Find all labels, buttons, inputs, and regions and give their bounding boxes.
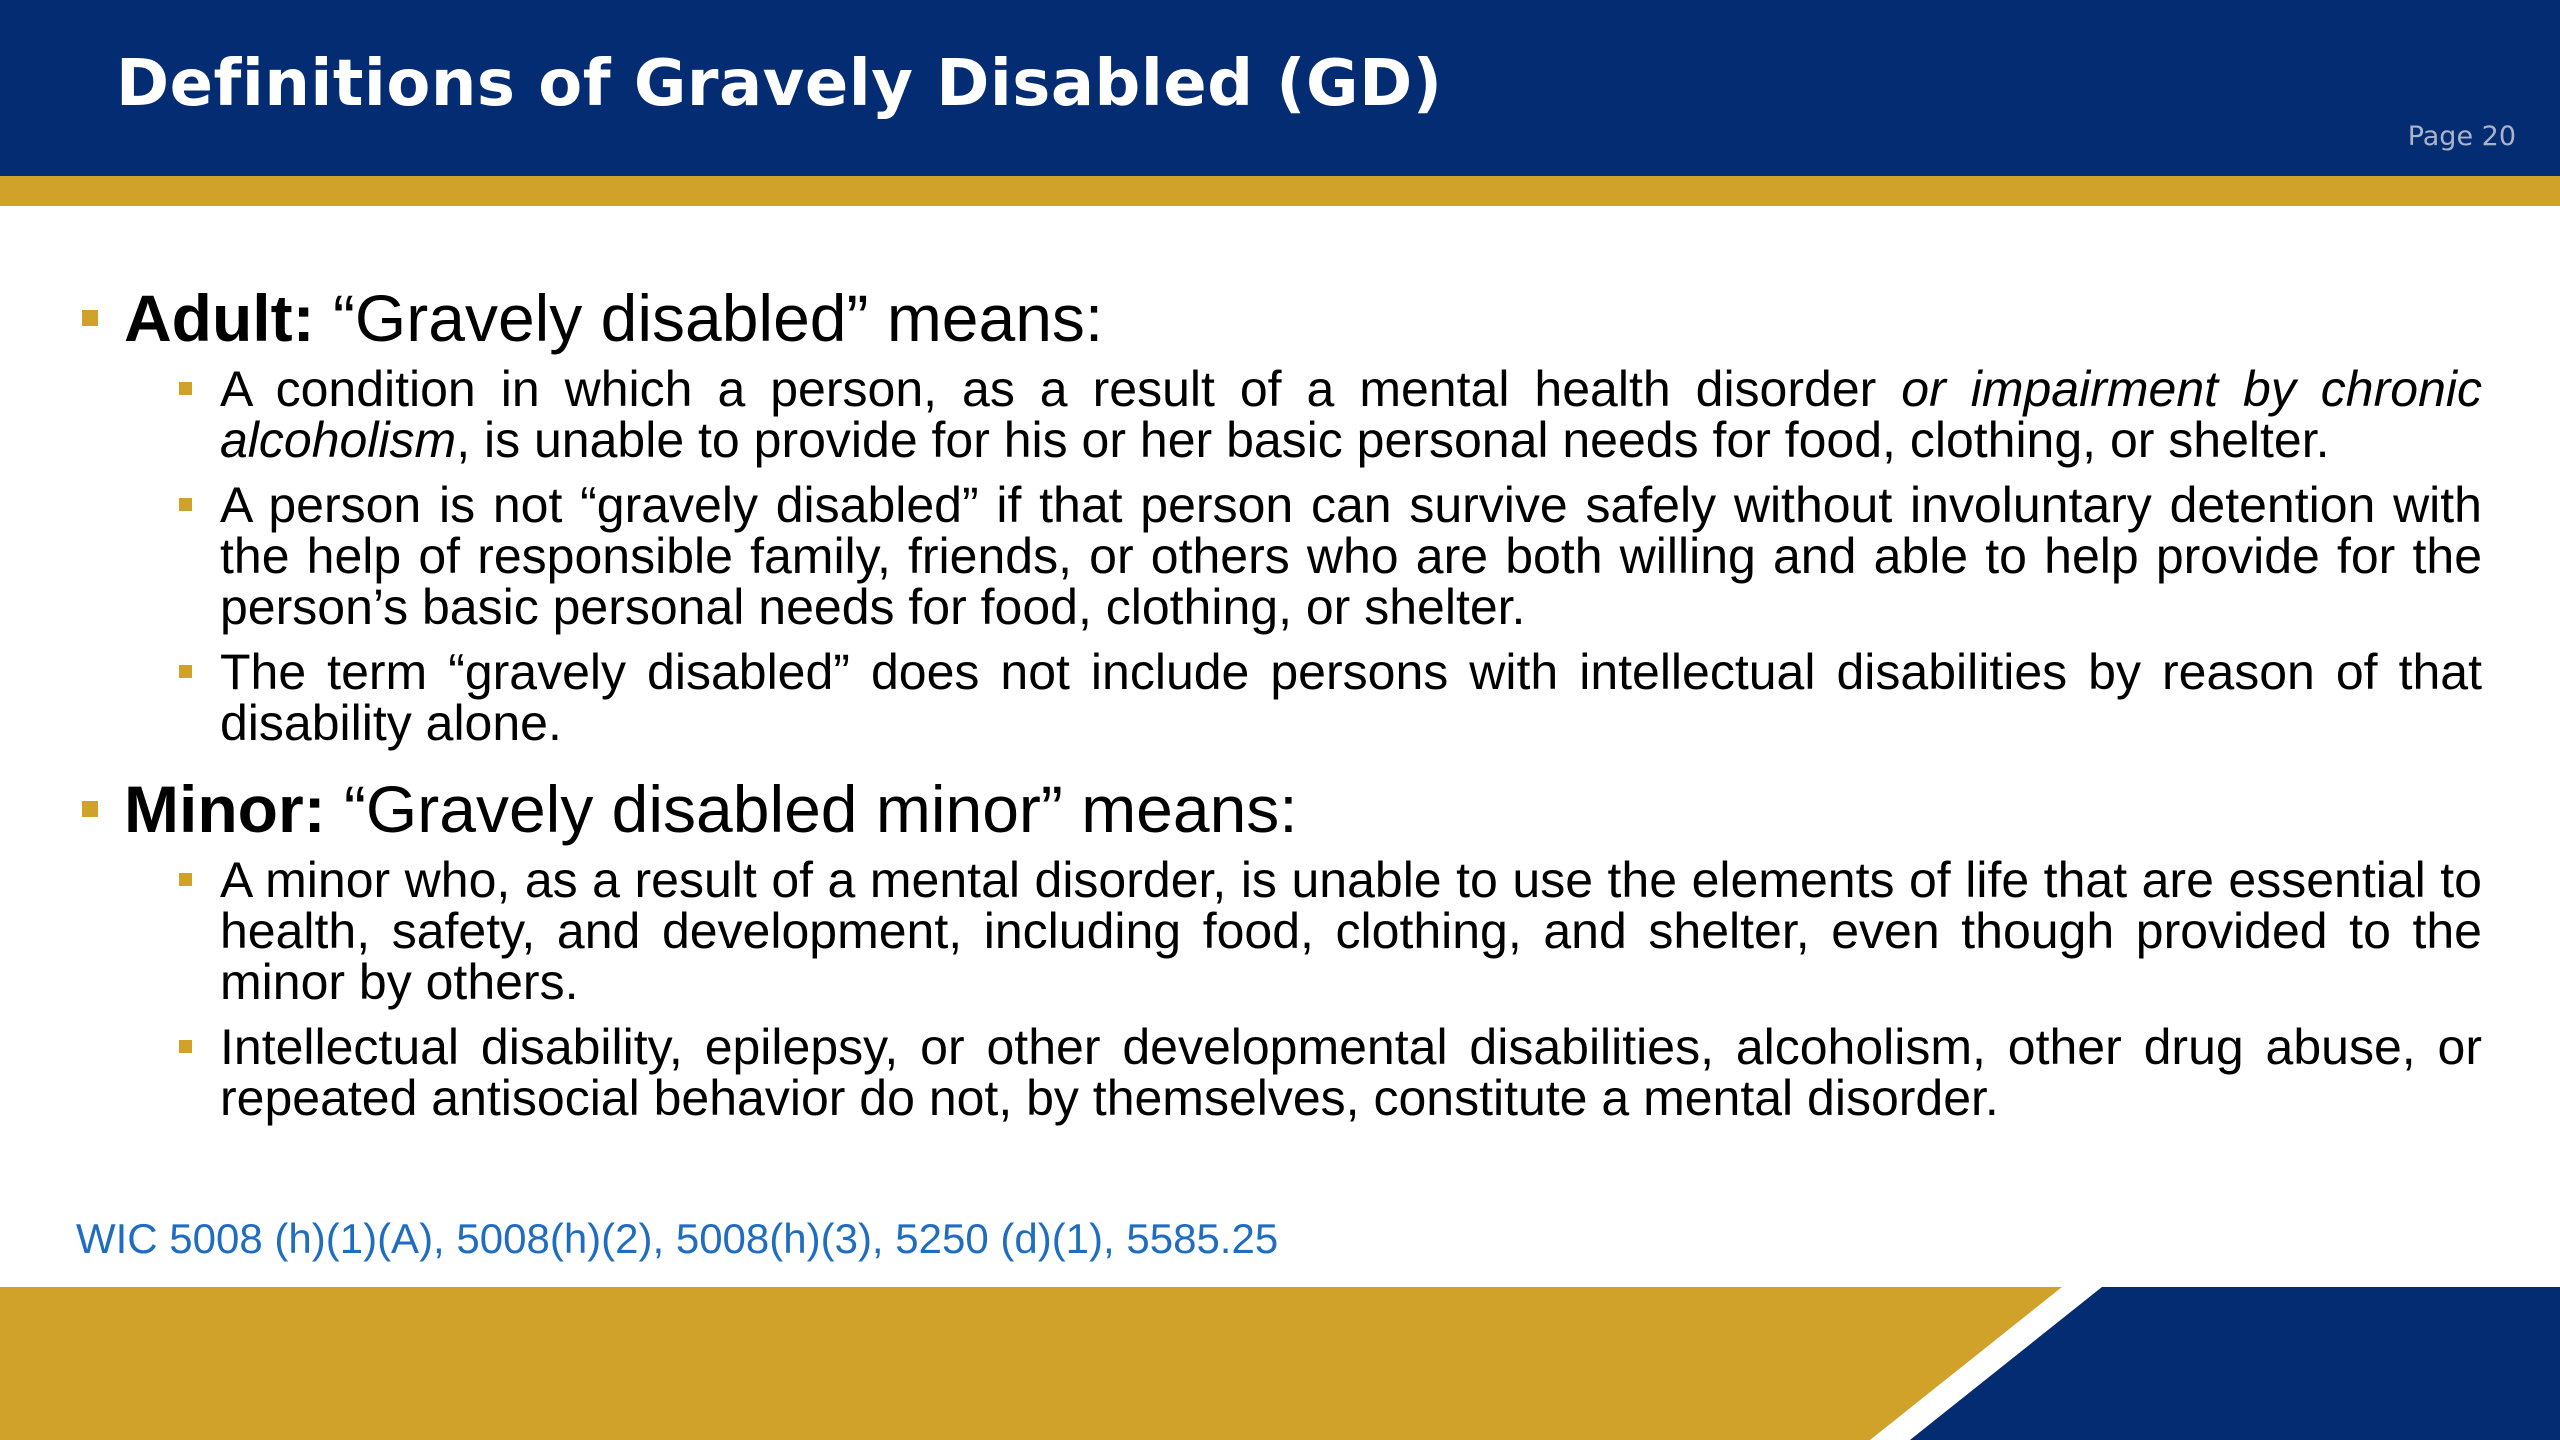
list-item-text: The term “gravely disabled” does not include persons with intellectual disabilities by reason of that disability alone.: [220, 644, 2482, 751]
list-item-text: Intellectual disability, epilepsy, or other developmental disabilities, alcoholism, other drug abuse, or repeated antisocial behavior do not, by themselves, constitute a mental disorder.: [220, 1019, 2482, 1126]
section-minor-heading: [78, 763, 2482, 855]
list-item-text: A condition in which a person, as a result of a mental health disorder: [220, 361, 1902, 417]
section-label: Adult:: [124, 281, 315, 355]
list-item-text: , is unable to provide for his or her basic personal needs for food, clothing, or shelter.: [456, 412, 2330, 468]
list-item: [78, 477, 2482, 635]
header-band: [0, 0, 2560, 176]
page-number: Page 20: [2407, 121, 2516, 152]
list-item: [78, 1019, 2482, 1126]
square-bullet-icon: [179, 1040, 192, 1053]
footer-band: [0, 1287, 2560, 1440]
list-item-emphasis: or impairment by chronic alcoholism: [220, 361, 2482, 468]
list-item: [78, 852, 2482, 1010]
slide-title: Definitions of Gravely Disabled (GD): [116, 47, 1443, 121]
adult-definition-list: [78, 361, 2482, 751]
square-bullet-icon: [179, 382, 192, 395]
section-lead: “Gravely disabled” means:: [332, 281, 1104, 355]
slide-content: [78, 272, 2482, 1138]
list-item: [78, 644, 2482, 751]
square-bullet-icon: [82, 801, 98, 817]
statute-citation: WIC 5008 (h)(1)(A), 5008(h)(2), 5008(h)(3), 5250 (d)(1), 5585.25: [76, 1215, 1279, 1262]
section-lead: “Gravely disabled minor” means:: [343, 772, 1298, 846]
minor-definition-list: [78, 852, 2482, 1126]
header-gold-rule: [0, 176, 2560, 206]
square-bullet-icon: [179, 665, 192, 678]
section-adult-heading: [78, 272, 2482, 364]
section-label: Minor:: [124, 772, 326, 846]
square-bullet-icon: [179, 873, 192, 886]
list-item-text: A person is not “gravely disabled” if that person can survive safely without involuntary detention with the help of responsible family, friends, or others who are both willing and able to help provide for the person’s basic personal needs for food, clothing, or shelter.: [220, 477, 2482, 635]
square-bullet-icon: [82, 310, 98, 326]
list-item-text: A minor who, as a result of a mental disorder, is unable to use the elements of life that are essential to health, safety, and development, including food, clothing, and shelter, even though provided to the minor by others.: [220, 852, 2482, 1010]
square-bullet-icon: [179, 498, 192, 511]
list-item: [78, 361, 2482, 468]
